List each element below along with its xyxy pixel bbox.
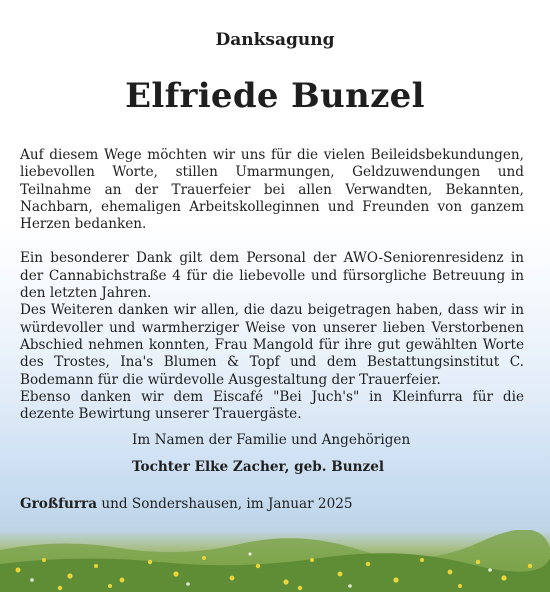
deceased-name: Elfriede Bunzel [125,76,425,116]
paragraph-cafe: Ebenso danken wir dem Eiscafé "Bei Juch's" in Kleinfurra für die dezente Bewirtung unserer Trauergäste. [20,388,524,423]
thank-you-text [20,147,524,423]
signature-family: Im Namen der Familie und Angehörigen [132,432,411,448]
paragraph-awo: Ein besonderer Dank gilt dem Personal der AWO-Seniorenresidenz in der Cannabichstraße 4 für die liebevolle und fürsorgliche Betreuung in den letzten Jahren. [20,250,524,302]
notice-heading: Danksagung [215,30,335,50]
paragraph-thanks: Auf diesem Wege möchten wir uns für die vielen Beileidsbekundungen, liebevollen Worte, stillen Umarmungen, Geldzuwendungen und Teilnahme an der Trauerfeier bei allen Verwandten, Bekannten, Nachbarn, ehemaligen Arbeitskolleginnen und Freunden von ganzem Herzen bedanken. [20,147,524,233]
place-town: Großfurra [20,496,98,512]
place-and-date [20,496,353,512]
place-rest: und Sondershausen, im Januar 2025 [97,496,353,512]
signature-daughter: Tochter Elke Zacher, geb. Bunzel [132,459,385,475]
paragraph-funeral: Des Weiteren danken wir allen, die dazu beigetragen haben, dass wir in würdevoller und warmherziger Weise von unserer lieben Verstorbenen Abschied nehmen konnten, Frau Mangold für ihre gut gewählten Worte des Trostes, Ina's Blumen & Topf und dem Bestattungsinstitut C. Bodemann für die würdevolle Ausgestaltung der Trauerfeier. [20,302,524,388]
meadow-background [0,530,550,592]
